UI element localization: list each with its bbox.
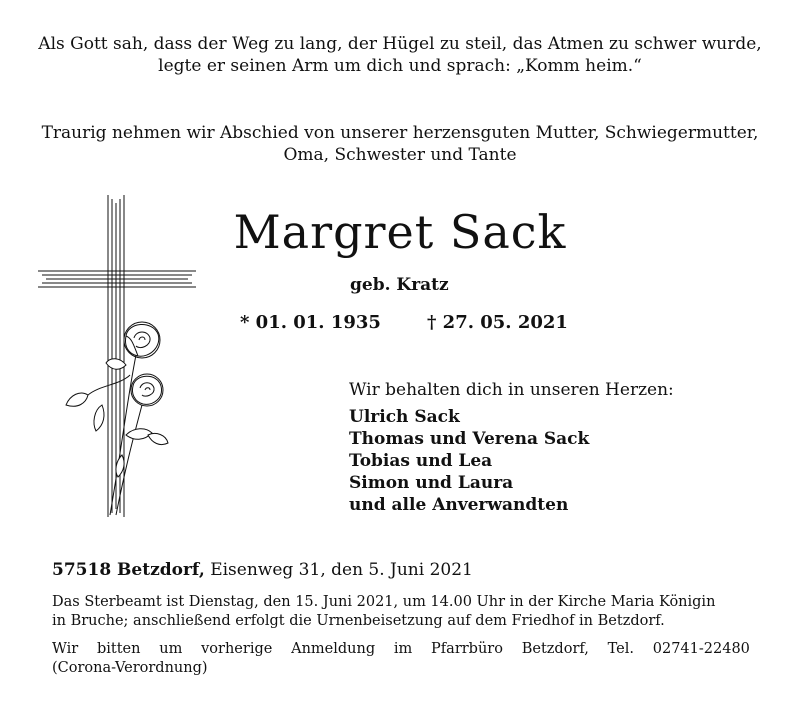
mourner-name: Simon und Laura: [349, 473, 514, 493]
mourner-name: Tobias und Lea: [349, 451, 493, 471]
funeral-line-2: in Bruche; anschließend erfolgt die Urnenbeisetzung auf dem Friedhof in Betzdorf.: [52, 613, 665, 629]
birth-date: * 01. 01. 1935: [240, 312, 381, 333]
intro-text: [0, 122, 800, 166]
mourner-name: Ulrich Sack: [349, 407, 460, 427]
note-phone: 02741-22480: [652, 641, 750, 657]
note-word: um: [159, 641, 183, 657]
note-word: bitten: [96, 641, 141, 657]
mourner-name: und alle Anverwandten: [349, 495, 569, 515]
mourners-list: [349, 406, 589, 516]
note-word: Tel.: [607, 641, 634, 657]
maiden-name: geb. Kratz: [350, 275, 449, 295]
note-word: Betzdorf,: [521, 641, 589, 657]
mourner-name: Thomas und Verena Sack: [349, 429, 590, 449]
address-city: 57518 Betzdorf,: [52, 560, 205, 580]
mourners-intro: Wir behalten dich in unseren Herzen:: [349, 380, 674, 400]
note-line-2: (Corona-Verordnung): [52, 660, 208, 676]
note-word: Anmeldung: [291, 641, 376, 657]
note-word: Pfarrbüro: [431, 641, 503, 657]
death-date: † 27. 05. 2021: [427, 312, 568, 333]
poem-line-1: Als Gott sah, dass der Weg zu lang, der Hügel zu steil, das Atmen zu schwer wurde,: [38, 34, 762, 54]
funeral-details: [52, 593, 750, 631]
intro-line-2: Oma, Schwester und Tante: [283, 145, 517, 165]
poem-verse: [0, 33, 800, 77]
note-word: im: [393, 641, 413, 657]
address-rest: Eisenweg 31, den 5. Juni 2021: [210, 560, 473, 580]
address-line: [52, 560, 473, 580]
note-line-1: [52, 640, 750, 659]
registration-note: [52, 640, 750, 678]
funeral-line-1: Das Sterbeamt ist Dienstag, den 15. Juni 2021, um 14.00 Uhr in der Kirche Maria Königin: [52, 594, 716, 610]
intro-line-1: Traurig nehmen wir Abschied von unserer herzensguten Mutter, Schwiegermutter,: [41, 123, 759, 143]
deceased-name: Margret Sack: [233, 205, 567, 259]
note-word: vorherige: [201, 641, 273, 657]
note-word: Wir: [52, 641, 79, 657]
poem-line-2: legte er seinen Arm um dich und sprach: „Komm heim.“: [158, 56, 642, 76]
